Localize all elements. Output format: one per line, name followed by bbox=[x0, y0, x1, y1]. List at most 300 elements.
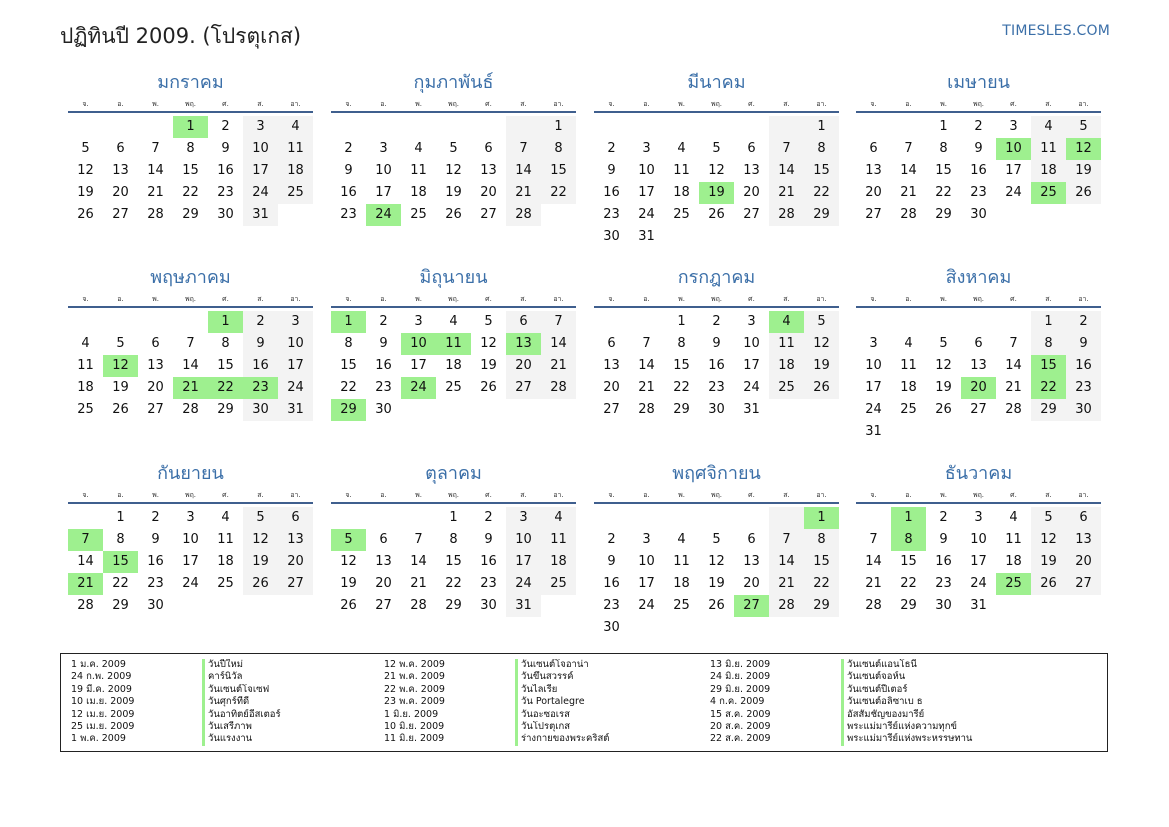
holiday-day-cell: 1 bbox=[331, 311, 366, 333]
day-cell: 24 bbox=[743, 380, 760, 395]
day-cell: 9 bbox=[151, 532, 160, 547]
holiday-date: 19 มี.ค. 2009 bbox=[71, 683, 132, 695]
day-cell: 9 bbox=[607, 554, 616, 569]
day-cell: 23 bbox=[970, 185, 987, 200]
holiday-row bbox=[374, 671, 671, 683]
day-cell: 10 bbox=[182, 532, 199, 547]
day-cell: 25 bbox=[278, 182, 313, 204]
day-cell: 24 bbox=[182, 576, 199, 591]
holiday-day-cell: 12 bbox=[1066, 138, 1101, 160]
day-cell: 5 bbox=[484, 314, 493, 329]
holiday-date: 21 พ.ค. 2009 bbox=[384, 671, 445, 683]
day-cell: 16 bbox=[217, 163, 234, 178]
day-cell: 3 bbox=[379, 141, 388, 156]
day-cell: 26 bbox=[708, 598, 725, 613]
month-block bbox=[331, 267, 576, 421]
weekday-label: ส. bbox=[257, 295, 264, 303]
day-cell: 4 bbox=[1031, 116, 1066, 138]
holiday-date: 20 ส.ค. 2009 bbox=[710, 720, 771, 732]
empty-day-cell bbox=[629, 311, 664, 333]
day-cell: 13 bbox=[743, 163, 760, 178]
day-cell: 18 bbox=[445, 358, 462, 373]
day-cell: 7 bbox=[414, 532, 423, 547]
empty-day-cell bbox=[401, 116, 436, 138]
empty-day-cell bbox=[594, 311, 629, 333]
holiday-day-cell: 24 bbox=[401, 377, 436, 399]
day-grid bbox=[856, 116, 1101, 226]
day-cell: 26 bbox=[445, 207, 462, 222]
day-cell: 14 bbox=[147, 163, 164, 178]
day-cell: 12 bbox=[340, 554, 357, 569]
weekday-header bbox=[331, 97, 576, 113]
day-cell: 11 bbox=[900, 358, 917, 373]
month-name: สิงหาคม bbox=[945, 267, 1012, 288]
weekday-label: ส. bbox=[257, 491, 264, 499]
day-cell: 7 bbox=[904, 141, 913, 156]
day-grid bbox=[331, 116, 576, 226]
holiday-name: วัน Portalegre bbox=[515, 696, 671, 708]
weekday-label: อ. bbox=[380, 100, 387, 108]
day-cell: 13 bbox=[147, 358, 164, 373]
day-grid bbox=[68, 507, 313, 617]
day-cell: 27 bbox=[865, 207, 882, 222]
day-cell: 22 bbox=[804, 573, 839, 595]
day-cell: 5 bbox=[1066, 116, 1101, 138]
empty-day-cell bbox=[594, 116, 629, 138]
day-cell: 14 bbox=[900, 163, 917, 178]
day-cell: 9 bbox=[974, 141, 983, 156]
day-cell: 23 bbox=[603, 598, 620, 613]
holiday-name: วันอะซอเรส bbox=[515, 709, 671, 721]
weekday-label: พ. bbox=[940, 100, 947, 108]
day-cell: 16 bbox=[708, 358, 725, 373]
holiday-column bbox=[61, 659, 358, 746]
holiday-row bbox=[61, 721, 358, 733]
holiday-name: พระแม่มารีย์แห่งพระหรรษทาน bbox=[841, 733, 997, 745]
day-cell: 18 bbox=[1031, 160, 1066, 182]
day-cell: 5 bbox=[81, 141, 90, 156]
day-cell: 1 bbox=[116, 510, 125, 525]
day-cell: 2 bbox=[151, 510, 160, 525]
holiday-row bbox=[61, 659, 358, 671]
day-cell: 8 bbox=[186, 141, 195, 156]
day-cell: 24 bbox=[638, 207, 655, 222]
day-cell: 11 bbox=[541, 529, 576, 551]
weekday-label: อา. bbox=[816, 100, 827, 108]
holiday-name: ร่างกายของพระคริสต์ bbox=[515, 733, 671, 745]
day-cell: 24 bbox=[638, 598, 655, 613]
weekday-label: อา. bbox=[553, 491, 564, 499]
weekday-label: อา. bbox=[290, 491, 301, 499]
day-cell: 19 bbox=[804, 355, 839, 377]
day-cell: 30 bbox=[1066, 399, 1101, 421]
day-cell: 3 bbox=[642, 532, 651, 547]
weekday-header bbox=[68, 292, 313, 308]
empty-day-cell bbox=[436, 116, 471, 138]
day-cell: 7 bbox=[541, 311, 576, 333]
weekday-label: อ. bbox=[643, 100, 650, 108]
day-cell: 29 bbox=[182, 207, 199, 222]
day-cell: 22 bbox=[340, 380, 357, 395]
holiday-name: วันโปรตุเกส bbox=[515, 721, 671, 733]
weekday-label: ศ. bbox=[1010, 100, 1017, 108]
day-cell: 21 bbox=[1005, 380, 1022, 395]
day-cell: 26 bbox=[1031, 573, 1066, 595]
day-cell: 25 bbox=[541, 573, 576, 595]
day-cell: 19 bbox=[708, 576, 725, 591]
day-cell: 9 bbox=[379, 336, 388, 351]
weekday-label: ศ. bbox=[748, 491, 755, 499]
weekday-label: จ. bbox=[345, 100, 352, 108]
weekday-label: อา. bbox=[290, 295, 301, 303]
day-cell: 8 bbox=[804, 138, 839, 160]
weekday-label: พฤ. bbox=[972, 295, 985, 303]
day-cell: 3 bbox=[278, 311, 313, 333]
day-cell: 22 bbox=[900, 576, 917, 591]
holiday-column bbox=[374, 659, 671, 746]
weekday-label: พ. bbox=[152, 100, 159, 108]
weekday-label: จ. bbox=[82, 295, 89, 303]
day-cell: 12 bbox=[935, 358, 952, 373]
empty-day-cell bbox=[996, 311, 1031, 333]
day-cell: 27 bbox=[278, 573, 313, 595]
weekday-label: พฤ. bbox=[447, 491, 460, 499]
day-cell: 11 bbox=[1005, 532, 1022, 547]
day-cell: 9 bbox=[221, 141, 230, 156]
day-cell: 27 bbox=[743, 207, 760, 222]
weekday-label: ส. bbox=[783, 295, 790, 303]
day-cell: 13 bbox=[480, 163, 497, 178]
day-cell: 31 bbox=[638, 229, 655, 244]
holiday-date: 25 เม.ย. 2009 bbox=[71, 720, 135, 732]
weekday-label: พ. bbox=[940, 295, 947, 303]
empty-day-cell bbox=[103, 311, 138, 333]
empty-day-cell bbox=[664, 507, 699, 529]
holiday-date: 15 ส.ค. 2009 bbox=[710, 708, 771, 720]
day-cell: 23 bbox=[480, 576, 497, 591]
day-cell: 27 bbox=[480, 207, 497, 222]
weekday-label: พ. bbox=[415, 100, 422, 108]
day-cell: 1 bbox=[939, 119, 948, 134]
day-cell: 31 bbox=[506, 595, 541, 617]
holiday-name: วันปีใหม่ bbox=[202, 659, 358, 671]
holiday-date: 12 พ.ค. 2009 bbox=[384, 659, 445, 670]
day-cell: 12 bbox=[708, 163, 725, 178]
day-cell: 19 bbox=[445, 185, 462, 200]
day-cell: 17 bbox=[506, 551, 541, 573]
weekday-label: ส. bbox=[520, 100, 527, 108]
holiday-date: 24 มิ.ย. 2009 bbox=[710, 671, 771, 683]
page-title: ปฏิทินปี 2009. (โปรตุเกส) bbox=[60, 24, 302, 48]
day-cell: 30 bbox=[480, 598, 497, 613]
day-cell: 19 bbox=[935, 380, 952, 395]
day-cell: 16 bbox=[603, 576, 620, 591]
weekday-label: ศ. bbox=[222, 295, 229, 303]
day-cell: 29 bbox=[673, 402, 690, 417]
day-cell: 15 bbox=[445, 554, 462, 569]
day-cell: 6 bbox=[151, 336, 160, 351]
weekday-label: พฤ. bbox=[447, 100, 460, 108]
day-cell: 6 bbox=[484, 141, 493, 156]
holiday-date: 23 พ.ค. 2009 bbox=[384, 696, 445, 708]
empty-day-cell bbox=[891, 116, 926, 138]
weekday-label: พ. bbox=[678, 295, 685, 303]
day-cell: 31 bbox=[865, 424, 882, 439]
holiday-day-cell: 24 bbox=[366, 204, 401, 226]
holiday-row bbox=[700, 709, 997, 721]
day-cell: 3 bbox=[974, 510, 983, 525]
holiday-name: วันเซนต์ปีเตอร์ bbox=[841, 684, 997, 696]
weekday-label: ส. bbox=[1045, 295, 1052, 303]
day-cell: 3 bbox=[642, 141, 651, 156]
day-cell: 4 bbox=[677, 532, 686, 547]
month-block bbox=[331, 72, 576, 226]
day-cell: 14 bbox=[541, 333, 576, 355]
day-cell: 14 bbox=[410, 554, 427, 569]
day-cell: 10 bbox=[865, 358, 882, 373]
holiday-date: 1 พ.ค. 2009 bbox=[71, 733, 126, 745]
month-block bbox=[856, 72, 1101, 226]
holiday-row bbox=[700, 721, 997, 733]
day-cell: 16 bbox=[970, 163, 987, 178]
holiday-row bbox=[374, 733, 671, 745]
day-cell: 28 bbox=[769, 595, 804, 617]
day-cell: 28 bbox=[147, 207, 164, 222]
day-cell: 9 bbox=[484, 532, 493, 547]
weekday-label: ส. bbox=[520, 491, 527, 499]
weekday-label: ศ. bbox=[1010, 491, 1017, 499]
day-cell: 8 bbox=[344, 336, 353, 351]
day-cell: 11 bbox=[410, 163, 427, 178]
day-cell: 19 bbox=[340, 576, 357, 591]
holiday-name: วันเซนต์อลิซาเบ ธ bbox=[841, 696, 997, 708]
day-cell: 24 bbox=[1005, 185, 1022, 200]
holiday-name: พระแม่มารีย์แห่งความทุกข์ bbox=[841, 721, 997, 733]
month-block bbox=[594, 72, 839, 248]
day-cell: 21 bbox=[900, 185, 917, 200]
day-cell: 2 bbox=[974, 119, 983, 134]
day-cell: 8 bbox=[449, 532, 458, 547]
empty-day-cell bbox=[366, 507, 401, 529]
day-cell: 13 bbox=[603, 358, 620, 373]
day-cell: 6 bbox=[1066, 507, 1101, 529]
empty-day-cell bbox=[138, 116, 173, 138]
weekday-label: พ. bbox=[940, 491, 947, 499]
day-cell: 2 bbox=[607, 532, 616, 547]
day-cell: 23 bbox=[375, 380, 392, 395]
weekday-label: อ. bbox=[905, 100, 912, 108]
holiday-day-cell: 29 bbox=[331, 399, 366, 421]
holiday-day-cell: 7 bbox=[68, 529, 103, 551]
day-cell: 22 bbox=[445, 576, 462, 591]
holiday-row bbox=[700, 696, 997, 708]
day-cell: 25 bbox=[900, 402, 917, 417]
weekday-label: พฤ. bbox=[710, 295, 723, 303]
day-cell: 15 bbox=[217, 358, 234, 373]
day-cell: 6 bbox=[278, 507, 313, 529]
month-block bbox=[594, 463, 839, 639]
day-cell: 6 bbox=[116, 141, 125, 156]
weekday-header bbox=[594, 292, 839, 308]
weekday-label: ศ. bbox=[485, 491, 492, 499]
day-cell: 12 bbox=[77, 163, 94, 178]
day-cell: 14 bbox=[865, 554, 882, 569]
day-cell: 3 bbox=[869, 336, 878, 351]
day-cell: 2 bbox=[712, 314, 721, 329]
empty-day-cell bbox=[961, 311, 996, 333]
empty-day-cell bbox=[331, 507, 366, 529]
day-cell: 18 bbox=[1005, 554, 1022, 569]
day-cell: 8 bbox=[221, 336, 230, 351]
day-cell: 24 bbox=[506, 573, 541, 595]
day-cell: 27 bbox=[147, 402, 164, 417]
day-cell: 25 bbox=[217, 576, 234, 591]
day-cell: 12 bbox=[243, 529, 278, 551]
day-cell: 24 bbox=[278, 377, 313, 399]
weekday-label: พ. bbox=[415, 491, 422, 499]
day-cell: 29 bbox=[1031, 399, 1066, 421]
day-cell: 28 bbox=[77, 598, 94, 613]
empty-day-cell bbox=[401, 507, 436, 529]
holiday-day-cell: 20 bbox=[961, 377, 996, 399]
holiday-list bbox=[60, 653, 1108, 752]
day-cell: 4 bbox=[541, 507, 576, 529]
day-cell: 28 bbox=[182, 402, 199, 417]
holiday-day-cell: 15 bbox=[1031, 355, 1066, 377]
day-cell: 2 bbox=[243, 311, 278, 333]
holiday-date: 13 มิ.ย. 2009 bbox=[710, 659, 771, 670]
day-cell: 25 bbox=[77, 402, 94, 417]
holiday-name: วันศุกร์ที่ดี bbox=[202, 696, 358, 708]
holiday-row bbox=[61, 733, 358, 745]
day-cell: 3 bbox=[243, 116, 278, 138]
day-cell: 13 bbox=[1066, 529, 1101, 551]
holiday-day-cell: 27 bbox=[734, 595, 769, 617]
month-name: มีนาคม bbox=[687, 72, 746, 93]
holiday-column bbox=[700, 659, 997, 746]
day-cell: 22 bbox=[112, 576, 129, 591]
holiday-date: 4 ก.ค. 2009 bbox=[710, 696, 765, 708]
weekday-label: ส. bbox=[783, 100, 790, 108]
weekday-label: พฤ. bbox=[184, 491, 197, 499]
day-cell: 31 bbox=[243, 204, 278, 226]
empty-day-cell bbox=[629, 116, 664, 138]
day-cell: 27 bbox=[1066, 573, 1101, 595]
weekday-label: จ. bbox=[345, 295, 352, 303]
weekday-label: พฤ. bbox=[184, 100, 197, 108]
day-cell: 26 bbox=[112, 402, 129, 417]
empty-day-cell bbox=[734, 507, 769, 529]
holiday-day-cell: 11 bbox=[436, 333, 471, 355]
day-cell: 25 bbox=[410, 207, 427, 222]
day-cell: 20 bbox=[278, 551, 313, 573]
day-grid bbox=[594, 311, 839, 421]
holiday-date: 1 ม.ค. 2009 bbox=[71, 659, 126, 670]
day-cell: 9 bbox=[1066, 333, 1101, 355]
site-logo-text[interactable]: TIMESLES.COM bbox=[1002, 23, 1110, 39]
weekday-label: อา. bbox=[290, 100, 301, 108]
day-cell: 2 bbox=[1066, 311, 1101, 333]
holiday-day-cell: 19 bbox=[699, 182, 734, 204]
day-cell: 4 bbox=[677, 141, 686, 156]
weekday-label: อา. bbox=[816, 295, 827, 303]
day-cell: 17 bbox=[410, 358, 427, 373]
weekday-header bbox=[331, 292, 576, 308]
day-cell: 24 bbox=[970, 576, 987, 591]
day-cell: 23 bbox=[1066, 377, 1101, 399]
day-cell: 22 bbox=[804, 182, 839, 204]
day-cell: 17 bbox=[375, 185, 392, 200]
day-cell: 11 bbox=[217, 532, 234, 547]
day-cell: 7 bbox=[769, 529, 804, 551]
weekday-label: อา. bbox=[1078, 491, 1089, 499]
holiday-row bbox=[374, 696, 671, 708]
day-cell: 5 bbox=[712, 532, 721, 547]
day-cell: 21 bbox=[506, 182, 541, 204]
day-cell: 5 bbox=[243, 507, 278, 529]
day-cell: 14 bbox=[77, 554, 94, 569]
empty-day-cell bbox=[699, 507, 734, 529]
day-cell: 2 bbox=[607, 141, 616, 156]
day-cell: 29 bbox=[112, 598, 129, 613]
day-cell: 27 bbox=[970, 402, 987, 417]
day-cell: 21 bbox=[541, 355, 576, 377]
weekday-label: อา. bbox=[1078, 100, 1089, 108]
day-cell: 25 bbox=[769, 377, 804, 399]
day-cell: 11 bbox=[77, 358, 94, 373]
day-cell: 28 bbox=[1005, 402, 1022, 417]
empty-day-cell bbox=[68, 116, 103, 138]
day-cell: 10 bbox=[506, 529, 541, 551]
weekday-label: พ. bbox=[152, 295, 159, 303]
day-cell: 20 bbox=[603, 380, 620, 395]
day-cell: 4 bbox=[904, 336, 913, 351]
day-cell: 4 bbox=[449, 314, 458, 329]
day-cell: 7 bbox=[769, 138, 804, 160]
weekday-label: พฤ. bbox=[972, 491, 985, 499]
holiday-row bbox=[700, 733, 997, 745]
weekday-label: จ. bbox=[345, 491, 352, 499]
day-grid bbox=[331, 311, 576, 421]
day-cell: 14 bbox=[638, 358, 655, 373]
day-cell: 31 bbox=[278, 399, 313, 421]
day-cell: 7 bbox=[151, 141, 160, 156]
day-cell: 17 bbox=[638, 576, 655, 591]
day-cell: 16 bbox=[375, 358, 392, 373]
empty-day-cell bbox=[664, 116, 699, 138]
day-cell: 26 bbox=[1066, 182, 1101, 204]
weekday-label: จ. bbox=[870, 491, 877, 499]
day-cell: 14 bbox=[182, 358, 199, 373]
day-cell: 14 bbox=[769, 160, 804, 182]
day-cell: 18 bbox=[541, 551, 576, 573]
day-cell: 10 bbox=[638, 554, 655, 569]
month-block bbox=[594, 267, 839, 421]
weekday-label: ศ. bbox=[485, 295, 492, 303]
day-cell: 19 bbox=[112, 380, 129, 395]
holiday-day-cell: 25 bbox=[996, 573, 1031, 595]
day-cell: 28 bbox=[638, 402, 655, 417]
day-cell: 27 bbox=[112, 207, 129, 222]
holiday-name: วันเซนต์จอห์น bbox=[841, 671, 997, 683]
day-cell: 6 bbox=[869, 141, 878, 156]
day-cell: 8 bbox=[677, 336, 686, 351]
day-cell: 14 bbox=[1005, 358, 1022, 373]
day-cell: 12 bbox=[1031, 529, 1066, 551]
day-cell: 26 bbox=[77, 207, 94, 222]
empty-day-cell bbox=[173, 311, 208, 333]
day-cell: 3 bbox=[506, 507, 541, 529]
